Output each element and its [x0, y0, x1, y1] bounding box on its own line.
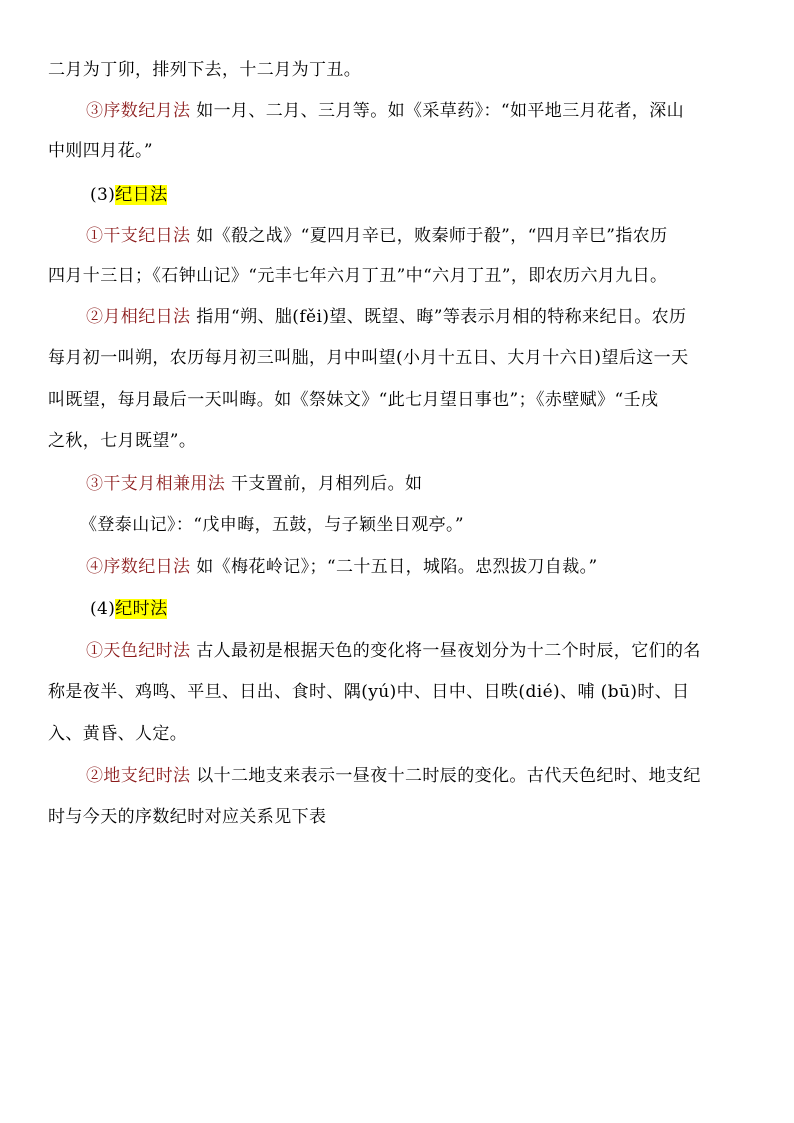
paragraph-line	[86, 99, 684, 123]
paragraph-line	[48, 722, 187, 746]
item-number: ②	[86, 766, 104, 786]
term-label: 干支月相兼用法	[103, 474, 226, 494]
text-run: 古人最初是根据天色的变化将一昼夜划分为十二个时辰，它们的名	[190, 641, 701, 661]
text-run: 之秋，七月既望”。	[48, 431, 197, 451]
item-number: ③	[86, 474, 104, 494]
section-number: (4)	[90, 599, 116, 619]
text-run: 二月为丁卯，排列下去，十二月为丁丑。	[48, 60, 362, 80]
text-run: 入、黄昏、人定。	[48, 724, 188, 744]
paragraph-line	[48, 346, 688, 370]
item-number: ②	[86, 307, 104, 327]
text-run: 每月初一叫朔，农历每月初三叫朏，月中叫望(小月十五日、大月十六日)望后这一天	[48, 348, 689, 368]
paragraph-line	[86, 472, 422, 496]
section-title: 纪时法	[115, 599, 168, 619]
item-number: ①	[86, 641, 104, 661]
term-label: 干支纪日法	[103, 226, 191, 246]
text-run: 如一月、二月、三月等。如《采草药》：“如平地三月花者，深山	[190, 101, 684, 121]
paragraph-line	[86, 224, 668, 248]
paragraph-line	[86, 555, 598, 579]
paragraph-line	[80, 513, 464, 537]
section-number: (3)	[90, 185, 116, 205]
paragraph-line	[48, 139, 153, 163]
text-run: 称是夜半、鸡鸣、平旦、日出、食时、隅(yú)中、日中、日昳(dié)、哺 (bū)时、日	[48, 682, 690, 702]
term-label: 天色纪时法	[103, 641, 191, 661]
text-run: 《登泰山记》：“戊申晦，五鼓，与子颖坐日观亭。”	[80, 515, 464, 535]
section-heading	[90, 597, 167, 621]
text-run: 干支置前，月相列后。如	[225, 474, 423, 494]
paragraph-line	[48, 58, 361, 82]
paragraph-line	[48, 805, 326, 829]
section-title: 纪日法	[115, 185, 168, 205]
term-label: 序数纪日法	[103, 557, 191, 577]
item-number: ③	[86, 101, 104, 121]
item-number: ①	[86, 226, 104, 246]
text-run: 时与今天的序数纪时对应关系见下表	[48, 807, 327, 827]
paragraph-line	[48, 264, 667, 288]
term-label: 序数纪月法	[103, 101, 191, 121]
item-number: ④	[86, 557, 104, 577]
paragraph-line	[48, 680, 690, 704]
text-run: 四月十三日；《石钟山记》“元丰七年六月丁丑”中“六月丁丑”，即农历六月九日。	[48, 266, 668, 286]
section-heading	[90, 183, 167, 207]
text-run: 以十二地支来表示一昼夜十二时辰的变化。古代天色纪时、地支纪	[190, 766, 701, 786]
paragraph-line	[48, 388, 658, 412]
text-run: 指用“朔、朏(fěi)望、既望、晦”等表示月相的特称来纪日。农历	[190, 307, 687, 327]
term-label: 月相纪日法	[103, 307, 191, 327]
paragraph-line	[48, 429, 196, 453]
text-run: 如《殽之战》“夏四月辛已，败秦师于殽”，“四月辛巳”指农历	[190, 226, 668, 246]
text-run: 中则四月花。”	[48, 141, 153, 161]
paragraph-line	[86, 764, 701, 788]
paragraph-line	[86, 639, 701, 663]
text-run: 如《梅花岭记》；“二十五日，城陷。忠烈拔刀自裁。”	[190, 557, 598, 577]
paragraph-line	[86, 305, 686, 329]
text-run: 叫既望，每月最后一天叫晦。如《祭妹文》“此七月望日事也”；《赤壁赋》“壬戌	[48, 390, 659, 410]
term-label: 地支纪时法	[103, 766, 191, 786]
